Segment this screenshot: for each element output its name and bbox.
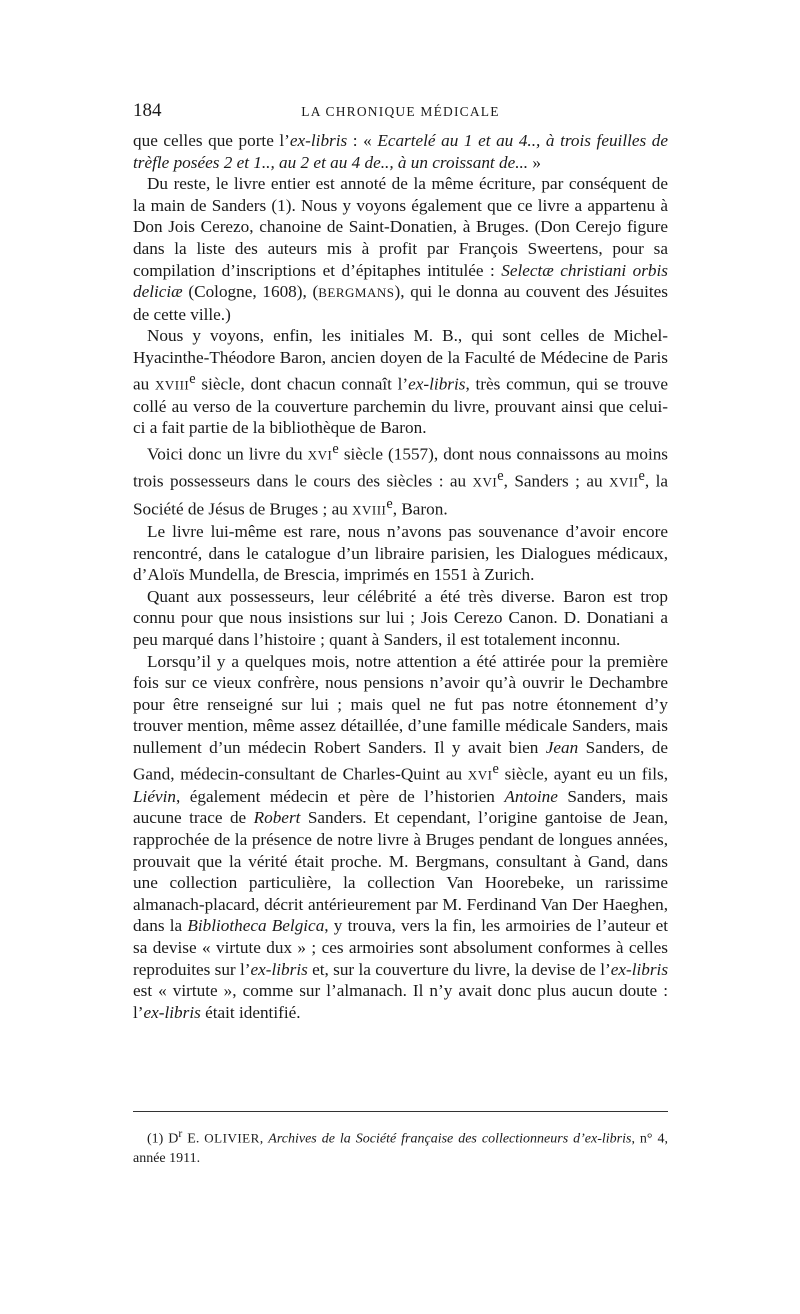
paragraph: Lorsqu’il y a quelques mois, notre attention a été attirée pour la première fois sur ce vieux confrère, nous pensions n’avoir qu’à ouvrir le Dechambre pour être renseigné sur lui ; mais quel ne fut pas notre étonnement d’y trouver mention, même assez détaillée, d’une famille médicale Sanders, mais nullement d’un médecin Robert Sanders. Il y avait bien Jean Sanders, de Gand, médecin-consultant de Charles-Quint au XVIe siècle, ayant eu un fils, Liévin, également médecin et père de l’historien Antoine Sanders, mais aucune trace de Robert Sanders. Et cependant, l’origine gantoise de Jean, rapprochée de la présence de notre livre à Bruges pendant de longues années, prouvait que la vérité était proche. M. Bergmans, consultant à Gand, dans une collection particulière, la collection Van Hoorebeke, un rarissime almanach-placard, décrit antérieurement par M. Ferdinand Van Der Haeghen, dans la Bibliotheca Belgica, y trouva, vers la fin, les armoiries de l’auteur et sa devise « virtute dux » ; ces armoiries sont absolument conformes à celles reproduites sur l’ex-libris et, sur la couverture du livre, la devise de l’ex-libris est « virtute », comme sur l’almanach. Il n’y avait donc plus aucun doute : l’ex-libris était identifié. [133, 651, 669, 1022]
page-header [133, 100, 668, 124]
paragraph: Du reste, le livre entier est annoté de la même écriture, par conséquent de la main de Sanders (1). Nous y voyons également que ce livre a appartenu à Don Jois Cerezo, chanoine de Saint-Donatien, à Bruges. (Don Cerejo figure dans la liste des auteurs mis à profit par François Sweertens, pour sa compilation d’inscriptions et d’épitaphes intitulée : Selectæ christiani orbis deliciæ (Cologne, 1608), (BERGMANS), qui le donna au couvent des Jésuites de cette ville.) [133, 174, 668, 324]
paragraph: Le livre lui-même est rare, nous n’avons pas souvenance d’avoir encore rencontré, dans le catalogue d’un libraire parisien, les Dialogues médicaux, d’Aloïs Mundella, de Brescia, imprimés en 1551 à Zurich. [133, 522, 668, 585]
running-title: LA CHRONIQUE MÉDICALE [301, 104, 500, 119]
paragraph: que celles que porte l’ex-libris : « Ecartelé au 1 et au 4.., à trois feuilles de trèfle posées 2 et 1.., au 2 et au 4 de.., à un croissant de... » [133, 131, 668, 172]
paragraph: Quant aux possesseurs, leur célébrité a été très diverse. Baron est trop connu pour que nous insistions sur lui ; Jois Cerezo Canon. D. Donatiani a peu marqué dans l’histoire ; quant à Sanders, il est totalement inconnu. [133, 586, 668, 649]
paragraph: Voici donc un livre du XVIe siècle (1557), dont nous connaissons au moins trois possesseurs dans le cours des siècles : au XVIe, Sanders ; au XVIIe, la Société de Jésus de Bruges ; au XVIIIe, Baron. [133, 441, 669, 519]
footnote-text: (1) $D^r$ E. OLIVIER, Archives de la Société française des collectionneurs d’ex-libris, n° 4, année 1911. [133, 1127, 668, 1166]
paragraph: Nous y voyons, enfin, les initiales M. B., qui sont celles de Michel-Hyacinthe-Théodore Baron, ancien doyen de la Faculté de Médecine de Paris au XVIIIe siècle, dont chacun connaît l’ex-libris, très commun, qui se trouve collé au verso de la couverture parchemin du livre, prouvant ainsi que celui-ci a fait partie de la bibliothèque de Baron. [133, 326, 668, 438]
footnote [133, 1124, 668, 1168]
footnote-rule [133, 1111, 668, 1112]
page-number: 184 [133, 100, 162, 121]
body-text [133, 130, 668, 1023]
